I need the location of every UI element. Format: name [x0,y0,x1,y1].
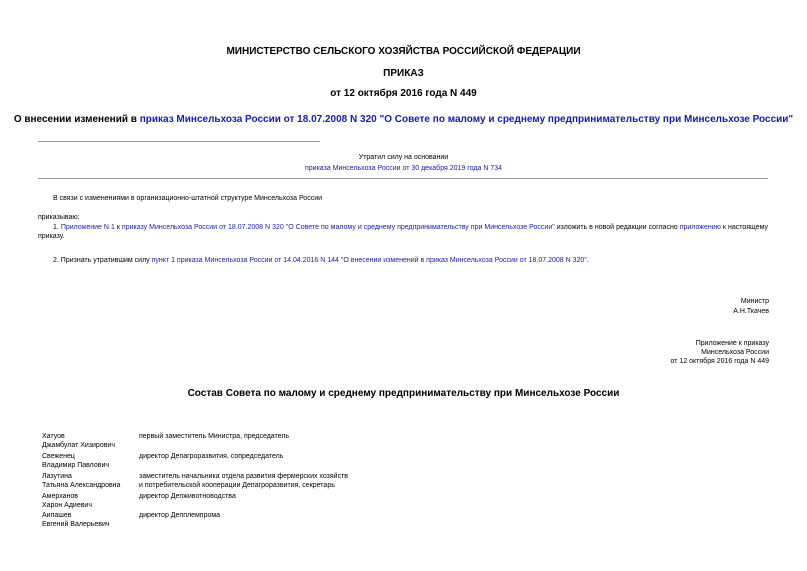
appendix-link[interactable]: приложению [679,224,721,231]
item1-text-c: к настоящему приказу. [38,224,768,240]
title-link[interactable]: приказ Минсельхоза России от 18.07.2008 N 320 "О Совете по малому и среднему предпринимательству при Минсельхозе России" [139,114,794,125]
document-date: от 12 октября 2016 года N 449 [330,88,477,99]
status-line: Утратил силу на основании [358,154,449,161]
order-item-2 [53,256,768,265]
appendix1-link[interactable]: Приложение N 1 [60,224,115,231]
order-word: приказываю: [38,214,80,221]
appendix-line-2: Минсельхоза России [701,349,769,356]
item1-text-a: к [114,224,122,231]
item2-text-b: . [586,257,589,264]
member-given-name: Харон Адиевич [42,502,92,509]
document-type: ПРИКАЗ [383,68,424,79]
member-role: директор Депплемпрома [139,512,221,519]
appendix-line-1: Приложение к приказу [695,340,769,347]
member-role: директор Депживотноводства [139,493,236,500]
member-given-name: Евгений Валерьевич [42,521,110,528]
member-given-name: Владимир Павлович [42,462,110,469]
status-divider [38,178,768,179]
member-given-name: Татьяна Александровна [42,482,121,489]
top-divider [38,141,320,142]
member-role-cont: и потребительской кооперации Депагроразвития, секретарь [139,482,335,489]
appendix-line-3: от 12 октября 2016 года N 449 [670,358,769,365]
intro-text: В связи с изменениями в организационно-штатной структуре Минсельхоза России [53,195,323,202]
item1-number: 1. [53,224,61,231]
order320-link[interactable]: приказу Минсельхоза России от 18.07.2008 N 320 "О Совете по малому и среднему предпринимательству при Минсельхозе России" [121,224,555,231]
order144-link[interactable]: пункт 1 приказа Минсельхоза России от 14.04.2016 N 144 "О внесении изменений в приказ Минсельхоза России от 18.07.2008 N 320" [151,257,587,264]
member-surname: Аипашев [42,512,72,519]
member-role: первый заместитель Министра, председатель [139,433,290,440]
member-given-name: Джамбулат Хизирович [42,442,115,449]
member-role: директор Депагроразвития, сопредседатель [139,453,284,460]
repeal-link[interactable]: приказа Минсельхоза России от 30 декабря 2019 года N 734 [305,165,502,172]
item1-text-b: изложить в новой редакции согласно [554,224,680,231]
title-prefix: О внесении изменений в [13,114,140,125]
item2-text-a: 2. Признать утратившим силу [53,257,152,264]
member-surname: Лазутина [42,473,72,480]
signature-position: Министр [740,298,769,305]
member-surname: Свеженец [42,453,75,460]
document-title [0,114,807,125]
member-surname: Амерханов [42,493,78,500]
order-item-1 [38,223,768,241]
member-role: заместитель начальника отдела развития фермерских хозяйств [139,473,349,480]
member-surname: Хатуов [42,433,65,440]
ministry-heading: МИНИСТЕРСТВО СЕЛЬСКОГО ХОЗЯЙСТВА РОССИЙСКОЙ ФЕДЕРАЦИИ [226,46,581,57]
composition-title: Состав Совета по малому и среднему предпринимательству при Минсельхозе России [187,388,620,399]
signature-name: А.Н.Ткачев [733,308,769,315]
